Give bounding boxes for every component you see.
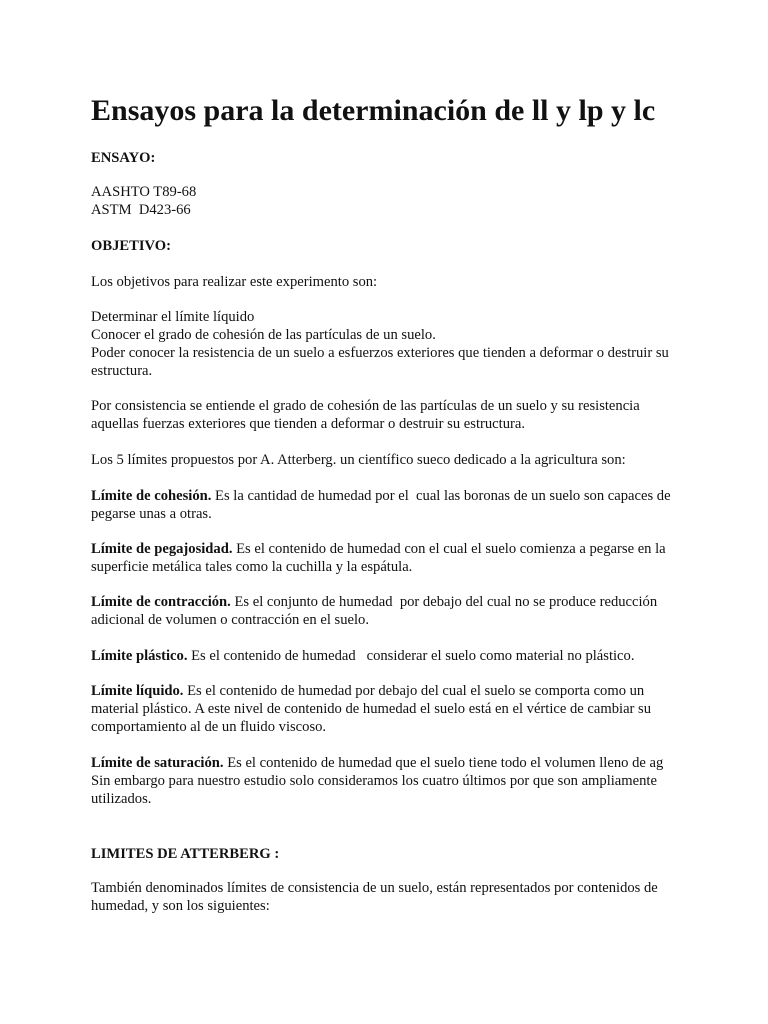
objetivo-heading: OBJETIVO: (91, 238, 171, 254)
limits-intro: Los 5 límites propuestos por A. Atterberg. un científico sueco dedicado a la agricultura son: (91, 452, 626, 468)
limit-definition-saturacion (91, 754, 681, 808)
limit-definition-cohesion (91, 487, 681, 523)
limit-text: Es el contenido de humedad con el cual el suelo comienza a pegarse en la superficie metálica tales como la cuchilla y la espátula. (91, 541, 670, 575)
limit-text: Es el conjunto de humedad por debajo del cual no se produce reducción adicional de volumen o contracción en el suelo. (91, 594, 661, 628)
ensayo-heading: ENSAYO: (91, 150, 156, 166)
standard-aashto: AASHTO T89-68 (91, 184, 197, 200)
objective-item: Determinar el límite líquido (91, 309, 255, 325)
limit-text: Es la cantidad de humedad por el cual las boronas de un suelo son capaces de pegarse unas a otras. (91, 488, 675, 522)
atterberg-paragraph: También denominados límites de consistencia de un suelo, están representados por contenidos de humedad, y son los siguientes: (91, 880, 662, 914)
limit-term: Límite de contracción. (91, 594, 231, 610)
limit-text: Es el contenido de humedad que el suelo tiene todo el volumen lleno de ag Sin embargo para nuestro estudio solo consideramos los cuatro últimos por que son ampliamente utilizados. (91, 755, 678, 807)
limit-definition-liquido (91, 682, 681, 736)
standard-astm: ASTM D423-66 (91, 202, 191, 218)
limit-text: Es el contenido de humedad considerar el suelo como material no plástico. (187, 648, 635, 664)
objectives-intro: Los objetivos para realizar este experimento son: (91, 274, 378, 290)
limit-term: Límite plástico. (91, 648, 188, 664)
atterberg-heading: LIMITES DE ATTERBERG : (91, 846, 280, 862)
limit-term: Límite de cohesión. (91, 488, 212, 504)
limit-definition-contraccion (91, 593, 681, 629)
limit-term: Límite líquido. (91, 683, 184, 699)
consistency-paragraph: Por consistencia se entiende el grado de cohesión de las partículas de un suelo y su resistencia aquellas fuerzas exteriores que tienden a deformar o destruir su estructura. (91, 398, 644, 432)
limit-definition-pegajosidad (91, 540, 681, 576)
limit-definition-plastico (91, 647, 681, 665)
objective-item: Conocer el grado de cohesión de las partículas de un suelo. (91, 327, 436, 343)
limit-text: Es el contenido de humedad por debajo del cual el suelo se comporta como un material plástico. A este nivel de contenido de humedad el suelo está en el vértice de cambiar su comportamiento al de un fluido viscoso. (91, 683, 655, 735)
document-title: Ensayos para la determinación de ll y lp y lc (91, 94, 656, 127)
limit-term: Límite de saturación. (91, 755, 224, 771)
limit-term: Límite de pegajosidad. (91, 541, 233, 557)
objective-item: Poder conocer la resistencia de un suelo a esfuerzos exteriores que tienden a deformar o destruir su estructura. (91, 345, 673, 379)
